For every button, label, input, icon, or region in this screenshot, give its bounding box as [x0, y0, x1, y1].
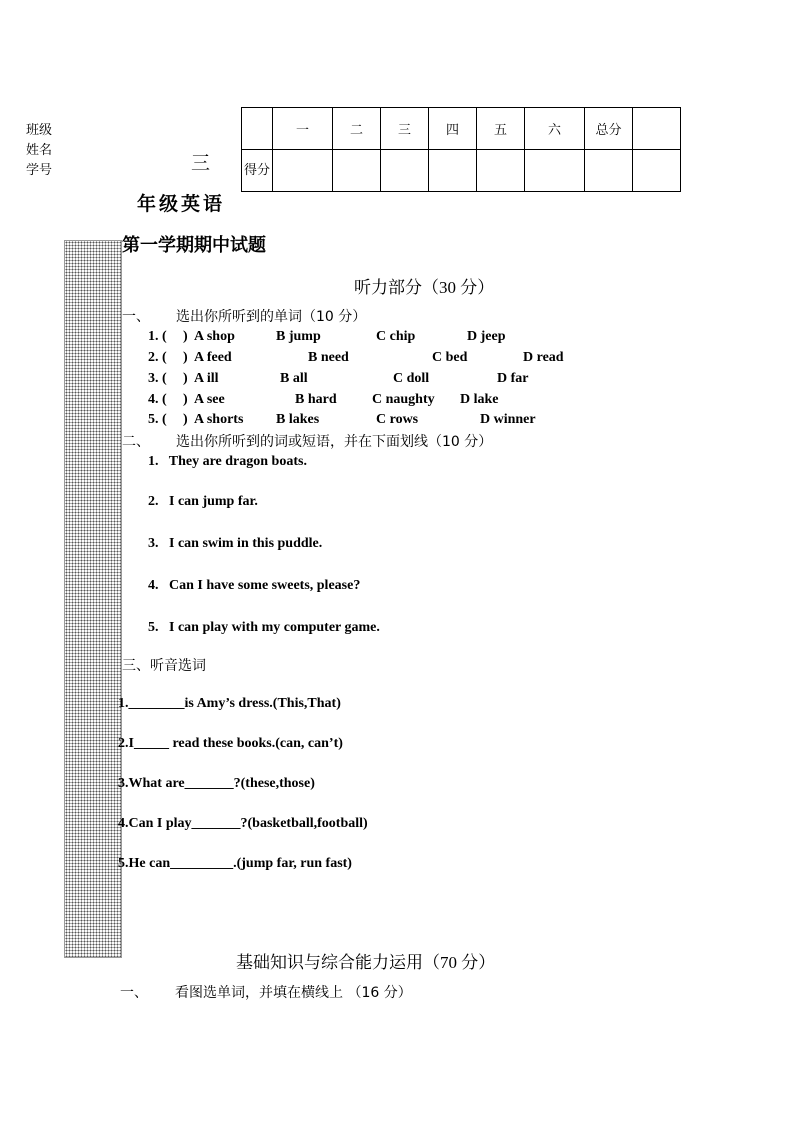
- list-item-number: 4. (: [148, 392, 167, 407]
- basics-section-heading: 基础知识与综合能力运用（70 分）: [236, 953, 496, 972]
- part1-instruction: 选出你所听到的单词（10 分）: [176, 309, 367, 325]
- list-item-number: 2. (: [148, 350, 167, 365]
- score-header-cell: 五: [477, 108, 525, 150]
- option-d: D far: [497, 371, 529, 386]
- option-c: C rows: [376, 412, 419, 427]
- score-header-cell: 六: [525, 108, 585, 150]
- option-b: B hard: [295, 392, 337, 407]
- list-item-paren: ): [183, 371, 188, 386]
- list-item-number: 1. (: [148, 329, 167, 344]
- list-item: 1.________is Amy’s dress.(This,That): [118, 696, 341, 711]
- option-c: C chip: [376, 329, 416, 344]
- name-label: 姓名: [26, 143, 53, 158]
- option-d: D jeep: [467, 329, 506, 344]
- class-label: 班级: [26, 123, 53, 138]
- list-item-paren: ): [183, 329, 188, 344]
- list-item-paren: ): [183, 350, 188, 365]
- option-c: C bed: [432, 350, 468, 365]
- option-d: D read: [523, 350, 564, 365]
- basics-part1-instruction: 看图选单词，并填在横线上 （16 分）: [175, 985, 412, 1001]
- score-header-cell: [633, 108, 681, 150]
- score-header-cell: 一: [273, 108, 333, 150]
- student-number-label: 学号: [26, 163, 53, 178]
- part2-instruction: 选出你所听到的词或短语，并在下面划线（10 分）: [176, 434, 493, 450]
- option-a: A ill: [194, 371, 219, 386]
- score-table: [241, 107, 681, 192]
- option-b: B need: [308, 350, 349, 365]
- option-c: C naughty: [372, 392, 435, 407]
- score-cell[interactable]: [585, 150, 633, 192]
- part3-heading: 三、听音选词: [122, 658, 206, 674]
- score-header-cell: 三: [381, 108, 429, 150]
- dotted-seal-strip: [64, 240, 122, 958]
- option-d: D winner: [480, 412, 536, 427]
- grade-char: 三: [191, 152, 211, 174]
- list-item: 4. Can I have some sweets, please?: [148, 578, 361, 593]
- option-b: B jump: [276, 329, 321, 344]
- option-c: C doll: [393, 371, 430, 386]
- score-cell[interactable]: [429, 150, 477, 192]
- score-cell[interactable]: [477, 150, 525, 192]
- option-d: D lake: [460, 392, 499, 407]
- listening-section-heading: 听力部分（30 分）: [354, 278, 495, 297]
- list-item: 2.I_____ read these books.(can, can’t): [118, 736, 343, 751]
- score-cell[interactable]: [273, 150, 333, 192]
- list-item-paren: ): [183, 412, 188, 427]
- list-item-number: 3. (: [148, 371, 167, 386]
- option-a: A shop: [194, 329, 235, 344]
- exam-subject-title: 年级英语: [137, 193, 226, 215]
- score-header-cell: [242, 108, 273, 150]
- score-header-cell: 四: [429, 108, 477, 150]
- list-item: 5.He can_________.(jump far, run fast): [118, 856, 352, 871]
- score-header-cell: 二: [333, 108, 381, 150]
- list-item: 3. I can swim in this puddle.: [148, 536, 323, 551]
- exam-term-title: 第一学期期中试题: [122, 235, 266, 256]
- list-item: 1. They are dragon boats.: [148, 454, 307, 469]
- option-b: B all: [280, 371, 308, 386]
- score-table-header-row: [242, 108, 681, 150]
- list-item: 5. I can play with my computer game.: [148, 620, 380, 635]
- list-item: 3.What are_______?(these,those): [118, 776, 315, 791]
- option-a: A see: [194, 392, 225, 407]
- option-b: B lakes: [276, 412, 320, 427]
- score-table-score-row: [242, 150, 681, 192]
- option-a: A shorts: [194, 412, 244, 427]
- score-row-label: 得分: [242, 150, 273, 192]
- list-item-paren: ): [183, 392, 188, 407]
- list-item-number: 5. (: [148, 412, 167, 427]
- list-item: 4.Can I play_______?(basketball,football): [118, 816, 368, 831]
- part2-number: 二、: [122, 434, 150, 450]
- score-cell[interactable]: [381, 150, 429, 192]
- score-header-cell: 总分: [585, 108, 633, 150]
- score-cell[interactable]: [333, 150, 381, 192]
- score-cell[interactable]: [633, 150, 681, 192]
- basics-part1-number: 一、: [120, 985, 148, 1001]
- list-item: 2. I can jump far.: [148, 494, 258, 509]
- score-cell[interactable]: [525, 150, 585, 192]
- student-info-labels: [26, 121, 52, 181]
- part1-number: 一、: [122, 309, 150, 325]
- option-a: A feed: [194, 350, 232, 365]
